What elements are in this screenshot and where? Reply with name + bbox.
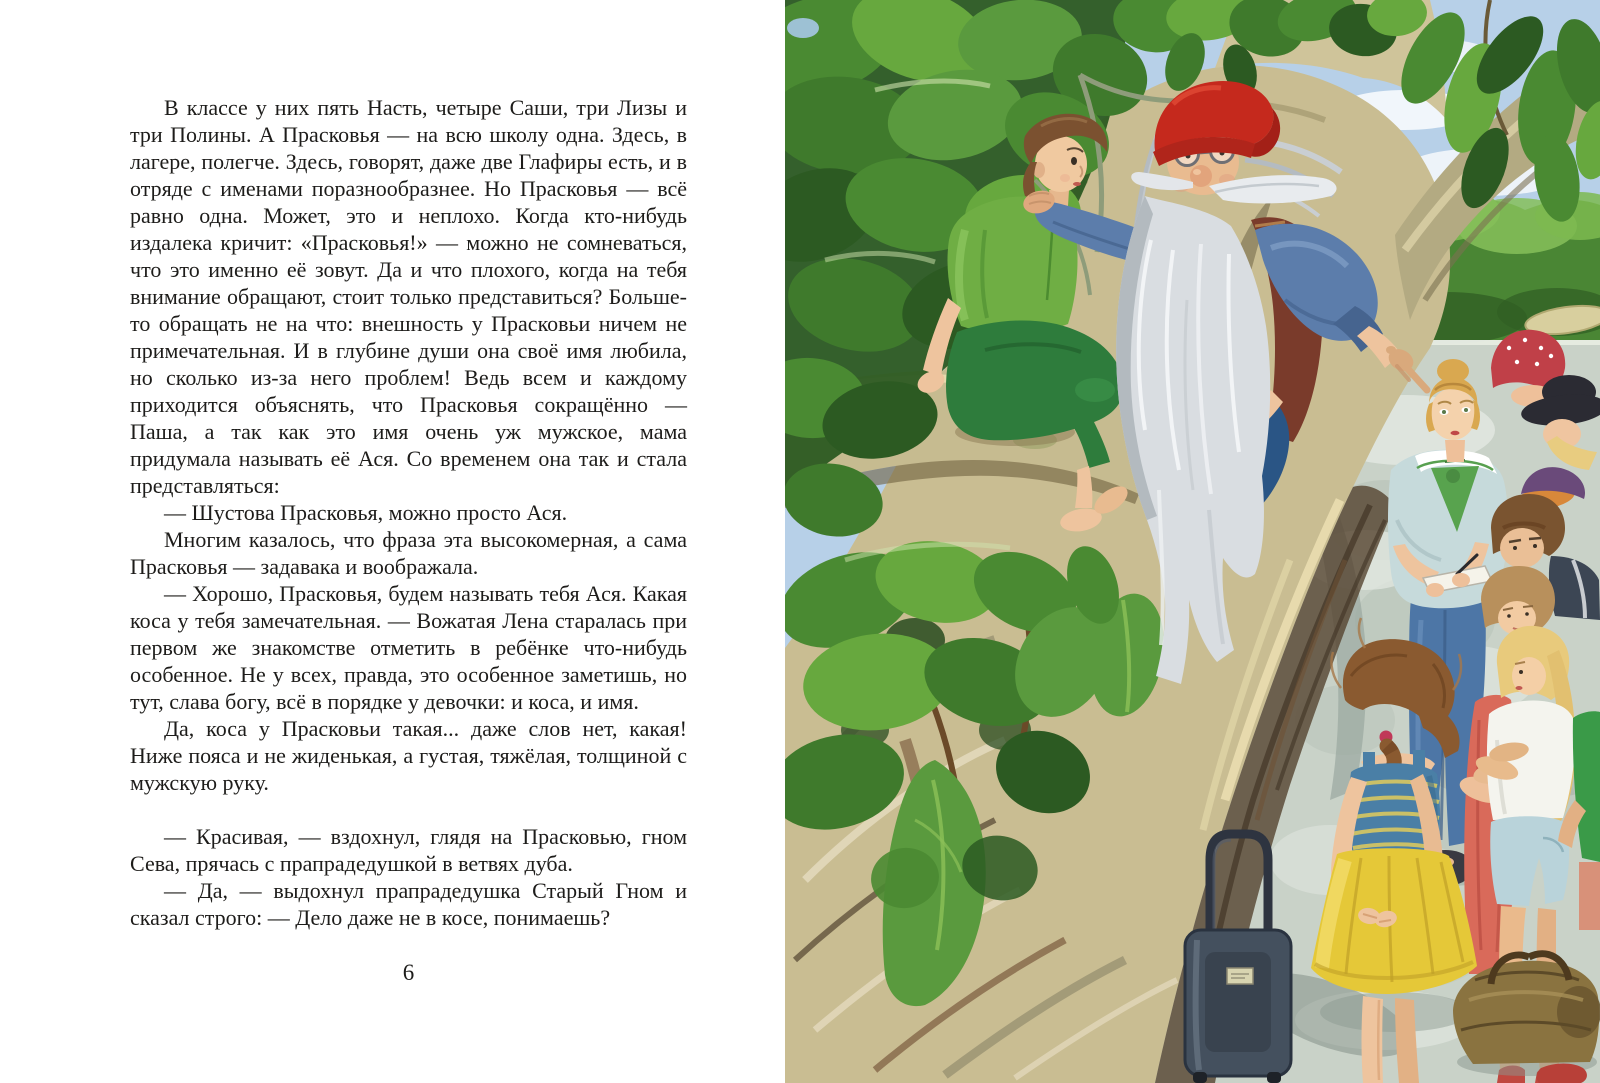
page-number: 6 bbox=[402, 960, 415, 985]
story-text bbox=[130, 94, 687, 931]
story-paragraph: — Шустова Прасковья, можно просто Ася. bbox=[164, 500, 568, 525]
suitcase-label bbox=[1227, 968, 1253, 984]
story-paragraph: В классе у них пять Насть, четыре Саши, три Лизы и три Полины. А Прасковья — на всю школу одна. Здесь, в лагере, полегче. Здесь, говорят, даже две Глафиры есть, и в отряде с именами поразнообразнее. Но Прасковья — всё равно одна. Может, это и неплохо. Когда кто-нибудь издалека кричит: «Прасковья!» — можно не сомневаться, что это именно её зовут. Да и что плохого, когда на тебя внимание обращают, стоит только представиться? Больше-то обращать не на что: внешность у Прасковьи ничем не примечательная. И в глубине души она своё имя любила, но сколько из-за него проблем! Ведь всем и каждому приходится объяснять, что Прасковья сокращённо — Паша, а так как это имя очень уж мужское, мама придумала называть её Ася. Со временем она так и стала представляться: bbox=[130, 95, 687, 498]
story-paragraph: — Красивая, — вздохнул, глядя на Прасковью, гном Сева, прячась с прапрадедушкой в ветвях дуба. bbox=[130, 824, 687, 876]
gnome-nose bbox=[1190, 165, 1212, 187]
left-page bbox=[0, 0, 785, 1083]
lena-neck bbox=[1445, 440, 1465, 462]
story-paragraph: — Да, — выдохнул прапрадедушка Старый Гном и сказал строго: — Дело даже не в косе, понимаешь? bbox=[130, 878, 687, 930]
suitcase-wheel bbox=[1267, 1072, 1281, 1083]
story-paragraph: Да, коса у Прасковьи такая... даже слов нет, какая! Ниже пояса и не жиденькая, а густая, тяжёлая, толщиной с мужскую руку. bbox=[130, 716, 687, 795]
right-page bbox=[785, 0, 1600, 1083]
story-illustration bbox=[785, 0, 1600, 1083]
story-paragraph: Многим казалось, что фраза эта высокомерная, а сама Прасковья — задавака и воображала. bbox=[130, 527, 687, 579]
story-paragraph: — Хорошо, Прасковья, будем называть тебя Ася. Какая коса у тебя замечательная. — Вожатая Лена старалась при первом же знакомстве отметить в ребёнке что-нибудь особенное. Не у всех, правда, это особенное заметишь, но тут, слава богу, всё в порядке у девочки: и коса, и имя. bbox=[130, 581, 687, 714]
lena-hand bbox=[1452, 573, 1470, 587]
suitcase-wheel bbox=[1193, 1072, 1207, 1083]
lena-hand bbox=[1426, 583, 1444, 597]
